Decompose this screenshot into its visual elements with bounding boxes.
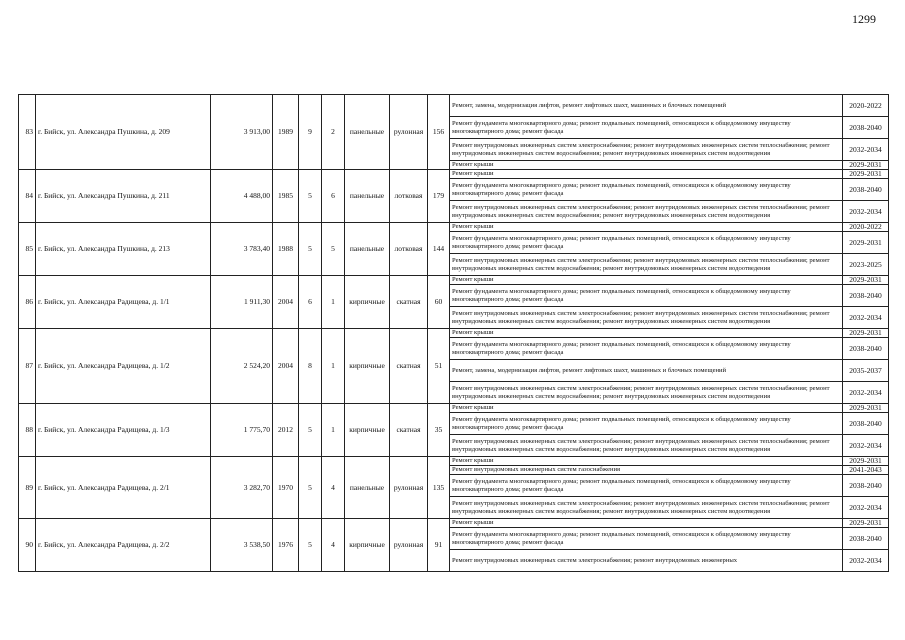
repair-period: 2038-2040 (843, 475, 889, 497)
residents-count: 179 (428, 170, 450, 223)
repair-period: 2032-2034 (843, 307, 889, 329)
building-number: 84 (19, 170, 36, 223)
entrances-count: 4 (322, 519, 345, 572)
repair-period: 2038-2040 (843, 413, 889, 435)
repair-period: 2038-2040 (843, 528, 889, 550)
entrances-count: 4 (322, 457, 345, 519)
wall-material: кирпичные (345, 276, 390, 329)
construction-year: 2012 (273, 404, 299, 457)
repair-period: 2038-2040 (843, 338, 889, 360)
building-area: 3 282,70 (211, 457, 273, 519)
repair-period: 2029-2031 (843, 276, 889, 285)
floors-count: 5 (299, 170, 322, 223)
repair-period: 2041-2043 (843, 466, 889, 475)
repair-period: 2032-2034 (843, 139, 889, 161)
repair-period: 2029-2031 (843, 329, 889, 338)
table-row (19, 519, 889, 528)
table-row (19, 329, 889, 338)
repair-period: 2023-2025 (843, 254, 889, 276)
building-number: 85 (19, 223, 36, 276)
residents-count: 156 (428, 95, 450, 170)
repair-work-name: Ремонт фундамента многоквартирного дома; ремонт подвальных помещений, относящихся к общедомовому имуществу многоквартирного дома; ремонт фасада (450, 117, 843, 139)
residents-count: 60 (428, 276, 450, 329)
entrances-count: 1 (322, 276, 345, 329)
repair-period: 2020-2022 (843, 223, 889, 232)
table-row (19, 170, 889, 179)
repair-work-name: Ремонт внутридомовых инженерных систем электроснабжения; ремонт внутридомовых инженерных систем теплоснабжения; ремонт внутридомовых инженерных систем водоснабжения; ремонт внутридомовых инженерных систем водоотведения (450, 497, 843, 519)
building-area: 1 775,70 (211, 404, 273, 457)
repair-work-name: Ремонт, замена, модернизация лифтов, ремонт лифтовых шахт, машинных и блочных помещений (450, 360, 843, 382)
repair-work-name: Ремонт фундамента многоквартирного дома; ремонт подвальных помещений, относящихся к общедомовому имуществу многоквартирного дома; ремонт фасада (450, 475, 843, 497)
building-area: 3 783,40 (211, 223, 273, 276)
building-address: г. Бийск, ул. Александра Радищева, д. 1/2 (36, 329, 211, 404)
repair-work-name: Ремонт внутридомовых инженерных систем электроснабжения; ремонт внутридомовых инженерных систем теплоснабжения; ремонт внутридомовых инженерных систем водоснабжения; ремонт внутридомовых инженерных систем водоотведения (450, 139, 843, 161)
building-number: 90 (19, 519, 36, 572)
repair-work-name: Ремонт крыши (450, 457, 843, 466)
repair-period: 2035-2037 (843, 360, 889, 382)
floors-count: 6 (299, 276, 322, 329)
repair-work-name: Ремонт внутридомовых инженерных систем газоснабжения (450, 466, 843, 475)
entrances-count: 1 (322, 329, 345, 404)
floors-count: 5 (299, 457, 322, 519)
roof-type: рулонная (390, 95, 428, 170)
repair-work-name: Ремонт фундамента многоквартирного дома; ремонт подвальных помещений, относящихся к общедомовому имуществу многоквартирного дома; ремонт фасада (450, 179, 843, 201)
building-number: 87 (19, 329, 36, 404)
table-row (19, 404, 889, 413)
repair-period: 2029-2031 (843, 161, 889, 170)
repair-work-name: Ремонт крыши (450, 329, 843, 338)
wall-material: кирпичные (345, 329, 390, 404)
table-row (19, 457, 889, 466)
entrances-count: 5 (322, 223, 345, 276)
building-area: 2 524,20 (211, 329, 273, 404)
residents-count: 135 (428, 457, 450, 519)
roof-type: рулонная (390, 519, 428, 572)
construction-year: 1970 (273, 457, 299, 519)
repair-work-name: Ремонт крыши (450, 161, 843, 170)
roof-type: скатная (390, 404, 428, 457)
floors-count: 5 (299, 404, 322, 457)
building-address: г. Бийск, ул. Александра Радищева, д. 2/1 (36, 457, 211, 519)
roof-type: скатная (390, 329, 428, 404)
repair-period: 2032-2034 (843, 201, 889, 223)
floors-count: 5 (299, 519, 322, 572)
repair-work-name: Ремонт фундамента многоквартирного дома; ремонт подвальных помещений, относящихся к общедомовому имуществу многоквартирного дома; ремонт фасада (450, 413, 843, 435)
repair-period: 2032-2034 (843, 435, 889, 457)
wall-material: панельные (345, 457, 390, 519)
roof-type: лотковая (390, 223, 428, 276)
wall-material: панельные (345, 223, 390, 276)
building-address: г. Бийск, ул. Александра Радищева, д. 2/2 (36, 519, 211, 572)
floors-count: 8 (299, 329, 322, 404)
building-address: г. Бийск, ул. Александра Пушкина, д. 211 (36, 170, 211, 223)
roof-type: рулонная (390, 457, 428, 519)
repair-work-name: Ремонт внутридомовых инженерных систем электроснабжения; ремонт внутридомовых инженерных (450, 550, 843, 572)
entrances-count: 1 (322, 404, 345, 457)
residents-count: 35 (428, 404, 450, 457)
repair-period: 2032-2034 (843, 550, 889, 572)
repair-work-name: Ремонт крыши (450, 519, 843, 528)
repair-work-name: Ремонт, замена, модернизация лифтов, ремонт лифтовых шахт, машинных и блочных помещений (450, 95, 843, 117)
building-address: г. Бийск, ул. Александра Радищева, д. 1/3 (36, 404, 211, 457)
construction-year: 1988 (273, 223, 299, 276)
repair-period: 2029-2031 (843, 519, 889, 528)
residents-count: 51 (428, 329, 450, 404)
building-number: 88 (19, 404, 36, 457)
repair-period: 2029-2031 (843, 404, 889, 413)
building-area: 3 913,00 (211, 95, 273, 170)
wall-material: кирпичные (345, 404, 390, 457)
table-row (19, 276, 889, 285)
wall-material: панельные (345, 170, 390, 223)
repair-period: 2038-2040 (843, 179, 889, 201)
registry-table (18, 94, 889, 572)
entrances-count: 6 (322, 170, 345, 223)
repair-work-name: Ремонт внутридомовых инженерных систем электроснабжения; ремонт внутридомовых инженерных систем теплоснабжения; ремонт внутридомовых инженерных систем водоснабжения; ремонт внутридомовых инженерных систем водоотведения (450, 382, 843, 404)
building-number: 89 (19, 457, 36, 519)
repair-work-name: Ремонт внутридомовых инженерных систем электроснабжения; ремонт внутридомовых инженерных систем теплоснабжения; ремонт внутридомовых инженерных систем водоснабжения; ремонт внутридомовых инженерных систем водоотведения (450, 254, 843, 276)
repair-work-name: Ремонт фундамента многоквартирного дома; ремонт подвальных помещений, относящихся к общедомовому имуществу многоквартирного дома; ремонт фасада (450, 232, 843, 254)
repair-work-name: Ремонт крыши (450, 404, 843, 413)
repair-work-name: Ремонт крыши (450, 170, 843, 179)
building-address: г. Бийск, ул. Александра Пушкина, д. 213 (36, 223, 211, 276)
residents-count: 144 (428, 223, 450, 276)
repair-work-name: Ремонт крыши (450, 223, 843, 232)
floors-count: 5 (299, 223, 322, 276)
repair-work-name: Ремонт фундамента многоквартирного дома; ремонт подвальных помещений, относящихся к общедомовому имуществу многоквартирного дома; ремонт фасада (450, 338, 843, 360)
residents-count: 91 (428, 519, 450, 572)
repair-work-name: Ремонт внутридомовых инженерных систем электроснабжения; ремонт внутридомовых инженерных систем теплоснабжения; ремонт внутридомовых инженерных систем водоснабжения; ремонт внутридомовых инженерных систем водоотведения (450, 307, 843, 329)
building-number: 86 (19, 276, 36, 329)
building-area: 3 538,50 (211, 519, 273, 572)
building-address: г. Бийск, ул. Александра Радищева, д. 1/1 (36, 276, 211, 329)
floors-count: 9 (299, 95, 322, 170)
repair-period: 2032-2034 (843, 382, 889, 404)
repair-period: 2029-2031 (843, 170, 889, 179)
roof-type: скатная (390, 276, 428, 329)
repair-work-name: Ремонт внутридомовых инженерных систем электроснабжения; ремонт внутридомовых инженерных систем теплоснабжения; ремонт внутридомовых инженерных систем водоснабжения; ремонт внутридомовых инженерных систем водоотведения (450, 201, 843, 223)
repair-period: 2029-2031 (843, 232, 889, 254)
construction-year: 1989 (273, 95, 299, 170)
repair-work-name: Ремонт фундамента многоквартирного дома; ремонт подвальных помещений, относящихся к общедомовому имуществу многоквартирного дома; ремонт фасада (450, 285, 843, 307)
wall-material: панельные (345, 95, 390, 170)
building-area: 4 488,00 (211, 170, 273, 223)
wall-material: кирпичные (345, 519, 390, 572)
repair-period: 2038-2040 (843, 285, 889, 307)
building-address: г. Бийск, ул. Александра Пушкина, д. 209 (36, 95, 211, 170)
table-row (19, 223, 889, 232)
table-row (19, 95, 889, 117)
repair-work-name: Ремонт крыши (450, 276, 843, 285)
construction-year: 1985 (273, 170, 299, 223)
entrances-count: 2 (322, 95, 345, 170)
building-number: 83 (19, 95, 36, 170)
repair-work-name: Ремонт внутридомовых инженерных систем электроснабжения; ремонт внутридомовых инженерных систем теплоснабжения; ремонт внутридомовых инженерных систем водоснабжения; ремонт внутридомовых инженерных систем водоотведения (450, 435, 843, 457)
roof-type: лотковая (390, 170, 428, 223)
repair-period: 2029-2031 (843, 457, 889, 466)
repair-work-name: Ремонт фундамента многоквартирного дома; ремонт подвальных помещений, относящихся к общедомовому имуществу многоквартирного дома; ремонт фасада (450, 528, 843, 550)
building-area: 1 911,30 (211, 276, 273, 329)
repair-period: 2038-2040 (843, 117, 889, 139)
repair-period: 2032-2034 (843, 497, 889, 519)
construction-year: 1976 (273, 519, 299, 572)
construction-year: 2004 (273, 276, 299, 329)
repair-period: 2020-2022 (843, 95, 889, 117)
page-number: 1299 (852, 12, 876, 26)
construction-year: 2004 (273, 329, 299, 404)
